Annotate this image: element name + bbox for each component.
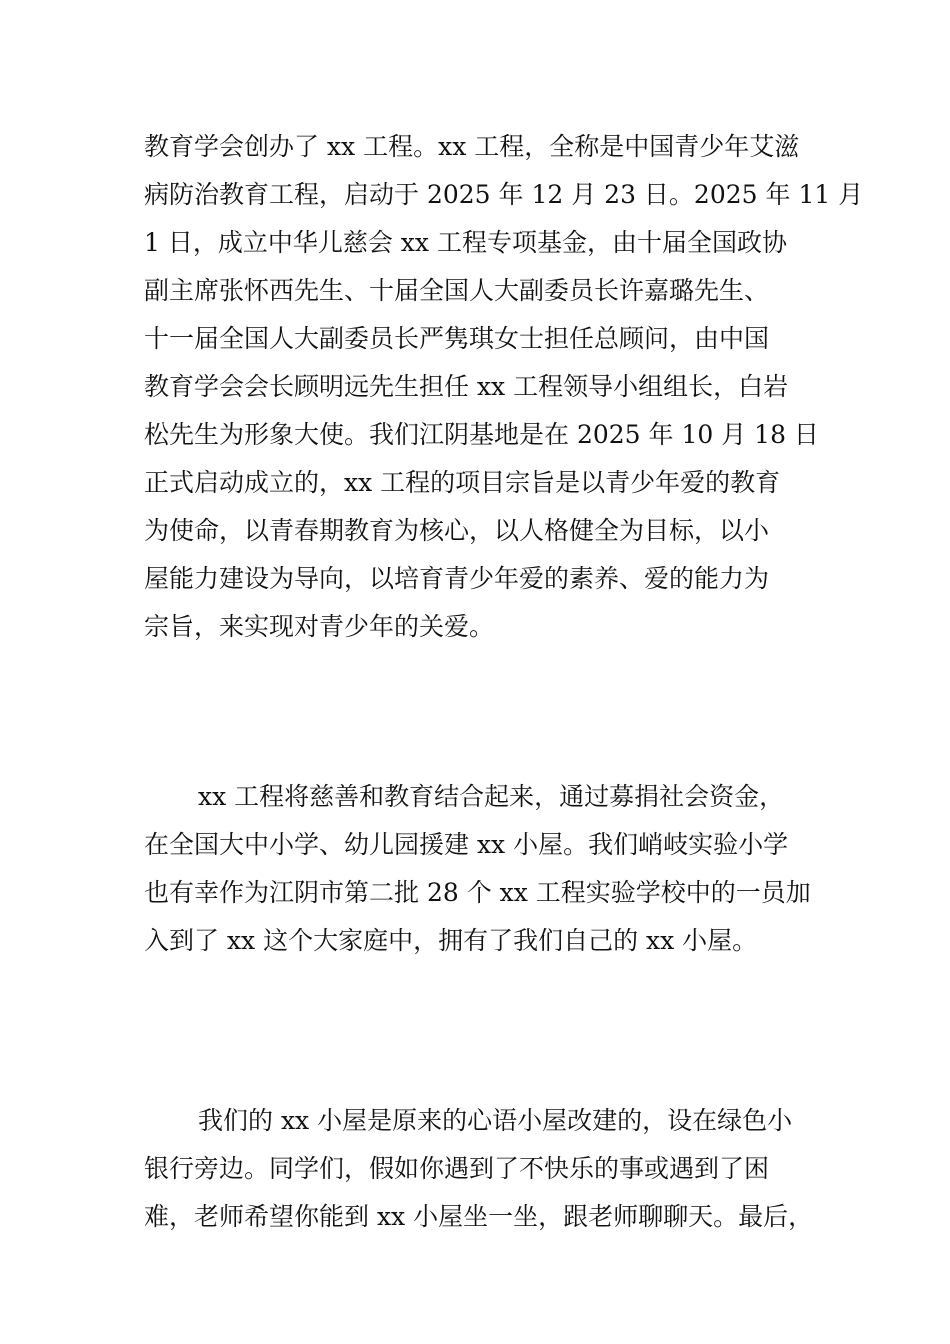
paragraph-1 xyxy=(144,123,864,651)
text-line: 为使命，以青春期教育为核心，以人格健全为目标，以小 xyxy=(144,516,770,545)
text-line: 松先生为形象大使。我们江阴基地是在 2025 年 10 月 18 日 xyxy=(144,420,819,449)
text-line: 1 日，成立中华儿慈会 xx 工程专项基金，由十届全国政协 xyxy=(144,228,787,257)
text-line: 也有幸作为江阴市第二批 28 个 xx 工程实验学校中的一员加 xyxy=(144,878,811,907)
text-line: 难，老师希望你能到 xx 小屋坐一坐，跟老师聊聊天。最后， xyxy=(144,1202,814,1231)
text-line: 正式启动成立的，xx 工程的项目宗旨是以青少年爱的教育 xyxy=(144,468,781,497)
paragraph-2 xyxy=(144,773,824,965)
text-line: xx 工程将慈善和教育结合起来，通过募捐社会资金， xyxy=(198,782,785,811)
text-line: 病防治教育工程，启动于 2025 年 12 月 23 日。2025 年 11 月 xyxy=(144,180,864,209)
text-line: 副主席张怀西先生、十届全国人大副委员长许嘉璐先生、 xyxy=(144,276,770,305)
text-line: 十一届全国人大副委员长严隽琪女士担任总顾问，由中国 xyxy=(144,324,770,353)
text-line: 入到了 xx 这个大家庭中，拥有了我们自己的 xx 小屋。 xyxy=(144,926,758,955)
text-line: 屋能力建设为导向，以培育青少年爱的素养、爱的能力为 xyxy=(144,564,770,593)
text-line: 银行旁边。同学们，假如你遇到了不快乐的事或遇到了困 xyxy=(144,1154,770,1183)
text-line: 教育学会会长顾明远先生担任 xx 工程领导小组组长，白岩 xyxy=(144,372,789,401)
paragraph-3 xyxy=(144,1097,824,1241)
text-line: 宗旨，来实现对青少年的关爱。 xyxy=(144,612,495,641)
text-line: 教育学会创办了 xx 工程。xx 工程，全称是中国青少年艾滋 xyxy=(144,132,800,161)
text-line: 在全国大中小学、幼儿园援建 xx 小屋。我们峭岐实验小学 xyxy=(144,830,789,859)
text-line: 我们的 xx 小屋是原来的心语小屋改建的，设在绿色小 xyxy=(198,1106,793,1135)
